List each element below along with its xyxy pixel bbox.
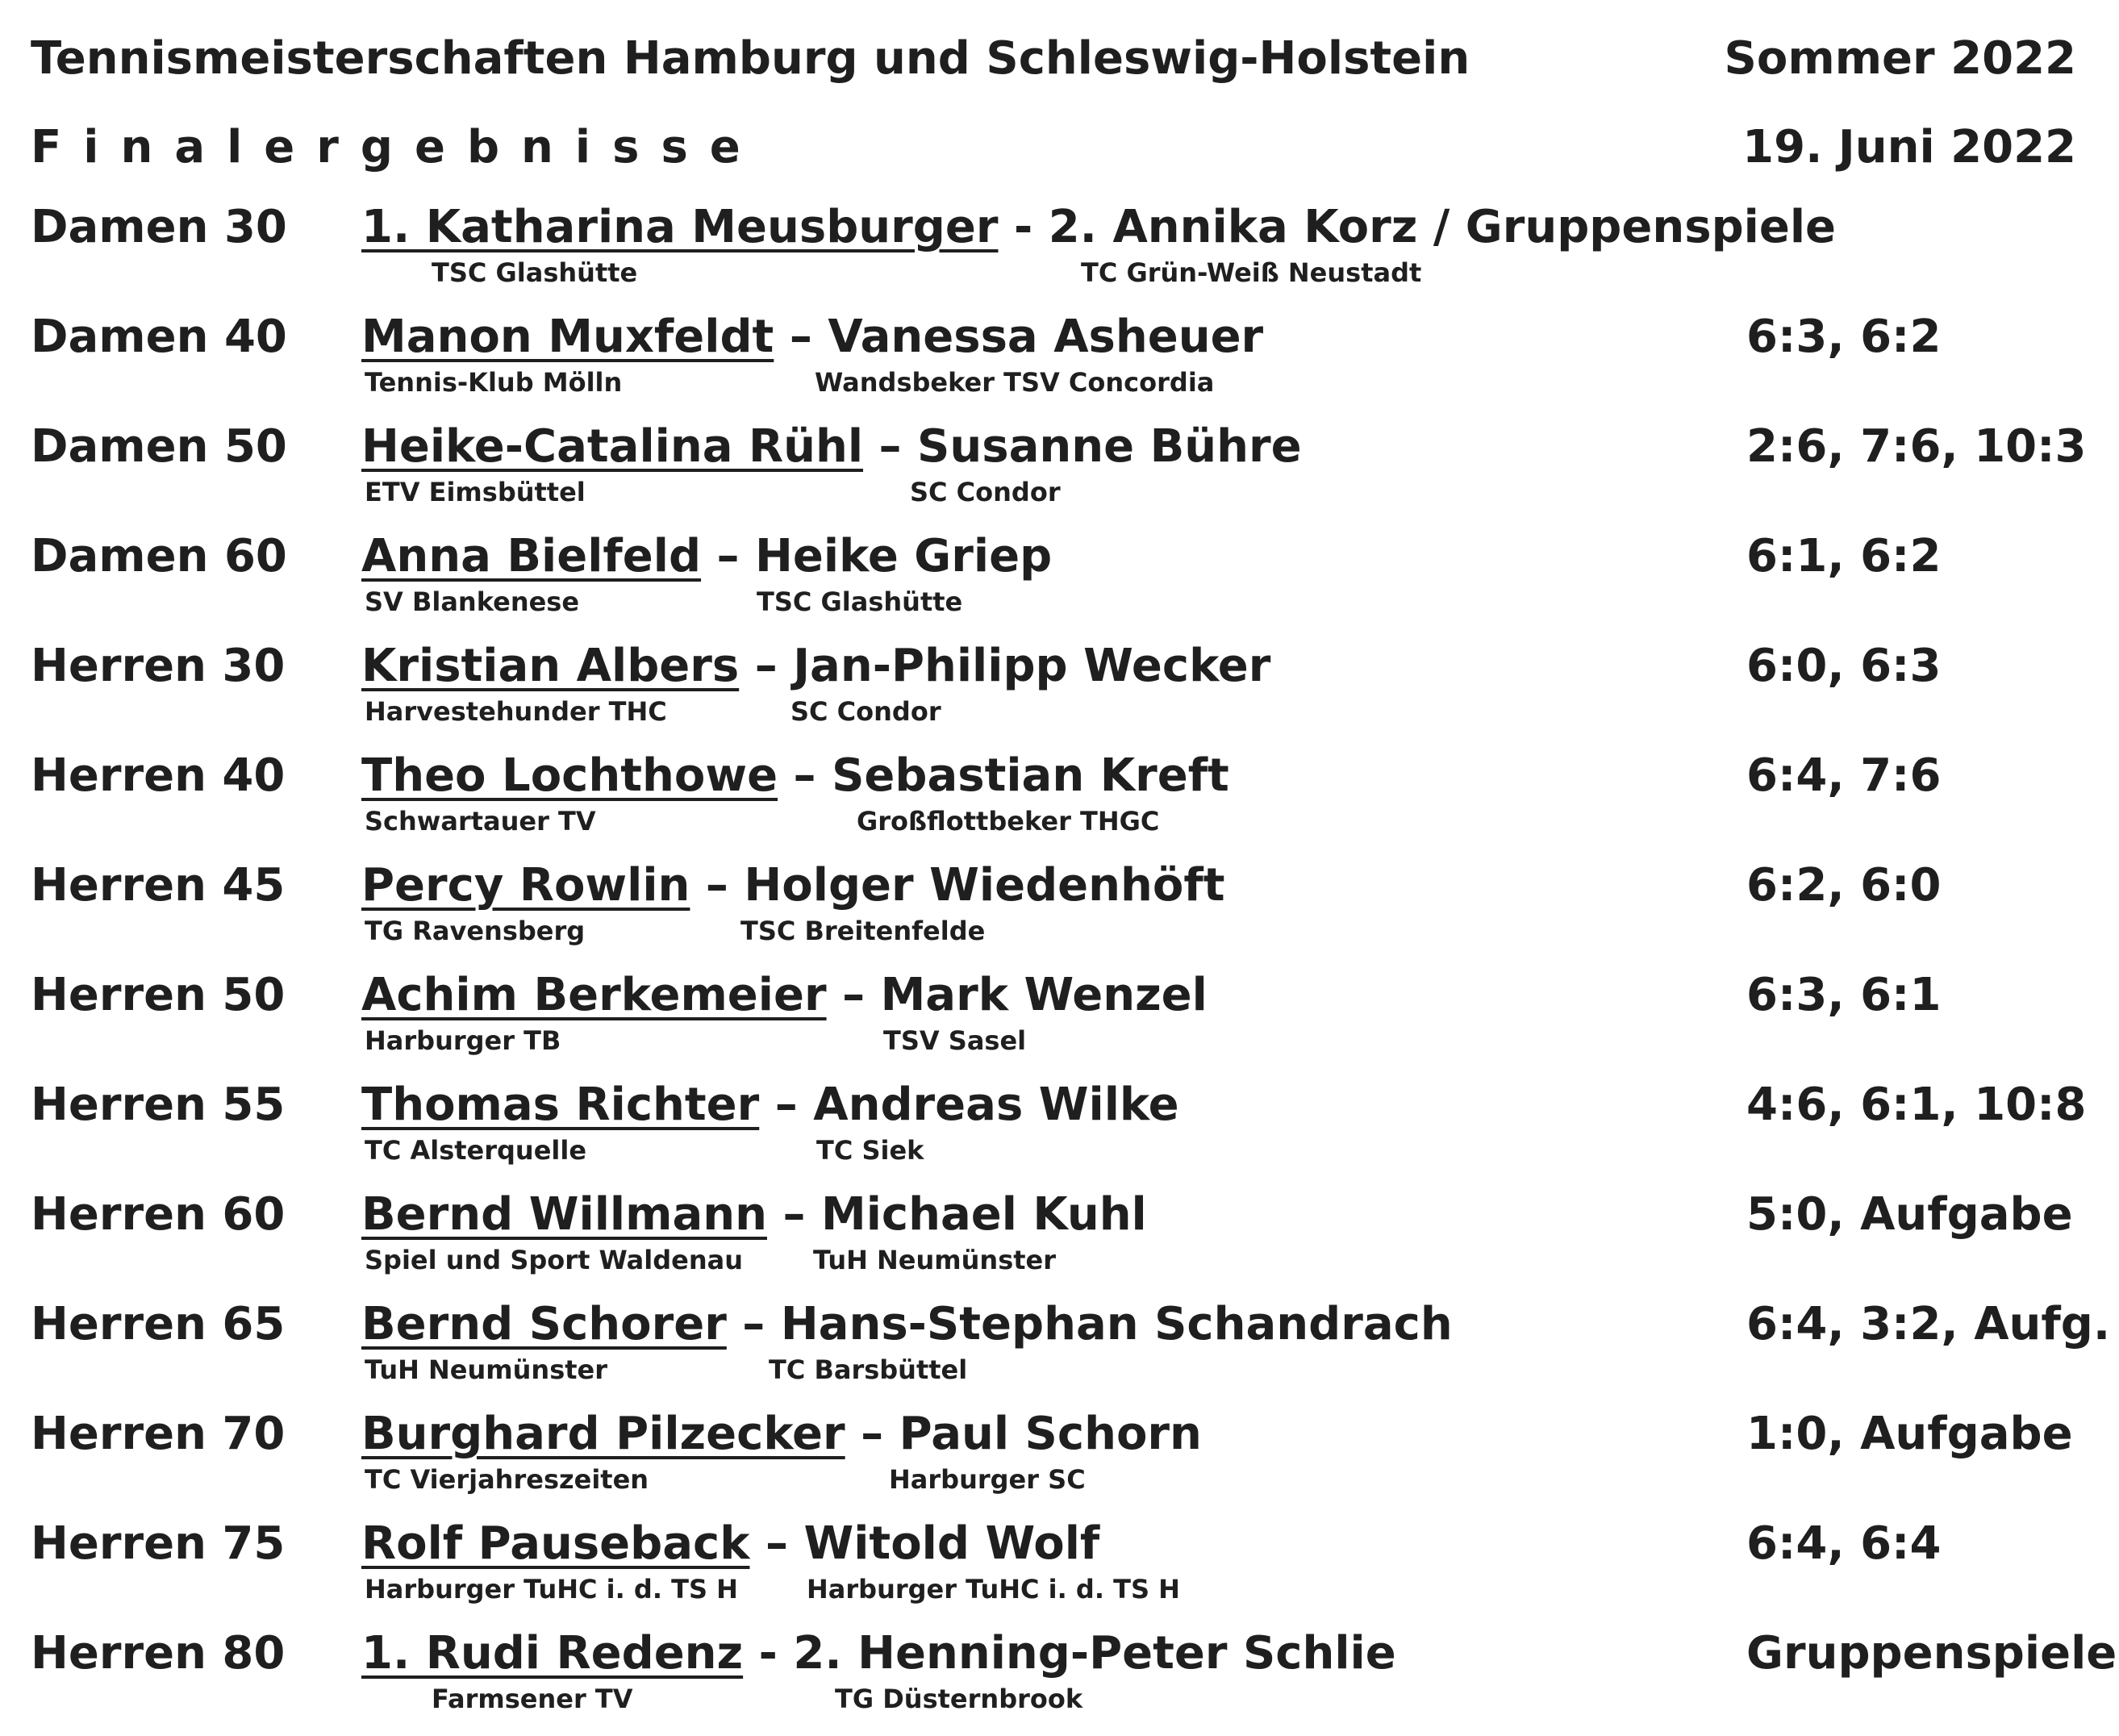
winner-club: ETV Eimsbüttel [365,477,586,507]
runner-up-club: Harburger SC [889,1464,1086,1495]
winner-name: Achim Berkemeier [361,969,827,1021]
runner-up-club: Harburger TuHC i. d. TS H [807,1574,1180,1605]
winner-name: Manon Muxfeldt [361,311,774,363]
winner-name: 1. Katharina Meusburger [361,201,999,253]
result-row [0,310,2119,419]
winner-name: Percy Rowlin [361,859,690,912]
match-line [361,1408,1202,1460]
result-row [0,858,2119,968]
runner-up-name: Hans-Stephan Schandrach [780,1298,1453,1350]
match-line [361,420,1302,473]
result-row [0,1517,2119,1626]
match-score: 2:6, 7:6, 10:3 [1746,420,2087,473]
match-separator: – [701,530,756,582]
match-score: 5:0, Aufgabe [1746,1188,2073,1241]
runner-up-name: Andreas Wilke [813,1079,1179,1131]
runner-up-name: Witold Wolf [803,1517,1100,1570]
runner-up-club: SC Condor [790,696,941,727]
winner-name: Theo Lochthowe [361,749,778,802]
match-separator: – [749,1517,804,1570]
runner-up-club: TC Siek [816,1135,924,1166]
results-list [0,200,2119,1736]
winner-name: Heike-Catalina Rühl [361,420,864,473]
runner-up-name: Paul Schorn [899,1408,1202,1460]
runner-up-name: Heike Griep [755,530,1053,582]
winner-name: Kristian Albers [361,640,740,692]
category-label: Damen 30 [31,201,287,253]
match-separator: – [690,859,745,912]
winner-club: Tennis-Klub Mölln [365,367,623,398]
match-separator: – [739,640,794,692]
match-line [361,311,1264,363]
winner-club: TuH Neumünster [365,1354,608,1385]
match-line [361,1188,1147,1241]
category-label: Herren 70 [31,1408,286,1460]
event-date: 19. Juni 2022 [1742,121,2076,173]
winner-club: TG Ravensberg [365,916,586,946]
category-label: Herren 50 [31,969,286,1021]
runner-up-club: TC Grün-Weiß Neustadt [1081,257,1422,288]
runner-up-name: Mark Wenzel [880,969,1208,1021]
category-label: Damen 60 [31,530,287,582]
winner-name: Anna Bielfeld [361,530,702,582]
winner-club: Harburger TuHC i. d. TS H [365,1574,738,1605]
result-row [0,749,2119,858]
runner-up-club: TuH Neumünster [813,1245,1057,1275]
runner-up-club: TC Barsbüttel [769,1354,968,1385]
runner-up-name: 2. Henning-Peter Schlie [793,1627,1396,1680]
match-line [361,749,1229,802]
runner-up-name: 2. Annika Korz / Gruppenspiele [1048,201,1837,253]
match-separator: – [778,749,832,802]
runner-up-name: Jan-Philipp Wecker [793,640,1271,692]
runner-up-club: TSC Breitenfelde [740,916,986,946]
winner-name: Bernd Willmann [361,1188,767,1241]
match-separator: – [759,1079,814,1131]
category-label: Damen 40 [31,311,287,363]
match-line [361,1627,1396,1680]
match-separator: - [998,201,1049,253]
page-subtitle: Finalergebnisse [31,121,762,173]
result-row [0,529,2119,639]
match-separator: – [774,311,828,363]
runner-up-name: Susanne Bühre [917,420,1302,473]
match-separator: – [726,1298,781,1350]
winner-club: Spiel und Sport Waldenau [365,1245,743,1275]
category-label: Herren 65 [31,1298,286,1350]
season-label: Sommer 2022 [1724,32,2076,85]
match-score: 1:0, Aufgabe [1746,1408,2073,1460]
winner-club: Harvestehunder THC [365,696,667,727]
runner-up-club: Großflottbeker THGC [857,806,1160,837]
match-line [361,640,1271,692]
winner-club: Harburger TB [365,1025,561,1056]
winner-name: Burghard Pilzecker [361,1408,845,1460]
winner-club: TSC Glashütte [432,257,638,288]
runner-up-club: TG Düsternbrook [835,1684,1083,1714]
match-separator: – [863,420,918,473]
page-title: Tennismeisterschaften Hamburg und Schleswig-Holstein [31,32,1470,85]
match-line [361,859,1225,912]
winner-name: 1. Rudi Redenz [361,1627,744,1680]
winner-club: SV Blankenese [365,586,580,617]
match-separator: – [826,969,881,1021]
winner-club: TC Vierjahreszeiten [365,1464,649,1495]
category-label: Herren 80 [31,1627,286,1680]
match-score: 6:3, 6:2 [1746,311,1942,363]
match-score: 6:4, 3:2, Aufg. [1746,1298,2111,1350]
runner-up-club: TSC Glashütte [757,586,963,617]
match-score: 6:4, 7:6 [1746,749,1942,802]
category-label: Herren 30 [31,640,286,692]
runner-up-club: Wandsbeker TSV Concordia [815,367,1215,398]
result-row [0,1078,2119,1187]
match-line [361,201,1837,253]
winner-name: Rolf Pauseback [361,1517,750,1570]
winner-club: Schwartauer TV [365,806,596,837]
result-row [0,1407,2119,1517]
result-row [0,1626,2119,1736]
category-label: Herren 75 [31,1517,286,1570]
runner-up-name: Vanessa Asheuer [828,311,1264,363]
winner-name: Bernd Schorer [361,1298,727,1350]
winner-name: Thomas Richter [361,1079,760,1131]
match-separator: - [743,1627,794,1680]
category-label: Herren 40 [31,749,286,802]
match-line [361,969,1208,1021]
category-label: Herren 45 [31,859,286,912]
result-row [0,639,2119,749]
runner-up-name: Holger Wiedenhöft [744,859,1225,912]
match-score: 6:3, 6:1 [1746,969,1942,1021]
result-row [0,419,2119,529]
match-score: 6:1, 6:2 [1746,530,1942,582]
match-line [361,1079,1179,1131]
match-line [361,530,1053,582]
match-score: Gruppenspiele [1746,1627,2117,1680]
match-score: 4:6, 6:1, 10:8 [1746,1079,2087,1131]
runner-up-club: TSV Sasel [883,1025,1027,1056]
category-label: Damen 50 [31,420,287,473]
result-row [0,200,2119,310]
match-separator: – [766,1188,821,1241]
result-row [0,1297,2119,1407]
match-line [361,1517,1100,1570]
winner-club: Farmsener TV [432,1684,633,1714]
match-separator: – [845,1408,899,1460]
runner-up-name: Michael Kuhl [820,1188,1147,1241]
runner-up-name: Sebastian Kreft [832,749,1229,802]
match-score: 6:0, 6:3 [1746,640,1942,692]
category-label: Herren 55 [31,1079,286,1131]
result-row [0,968,2119,1078]
match-score: 6:4, 6:4 [1746,1517,1942,1570]
match-score: 6:2, 6:0 [1746,859,1942,912]
runner-up-club: SC Condor [910,477,1061,507]
match-line [361,1298,1453,1350]
category-label: Herren 60 [31,1188,286,1241]
winner-club: TC Alsterquelle [365,1135,587,1166]
result-row [0,1187,2119,1297]
